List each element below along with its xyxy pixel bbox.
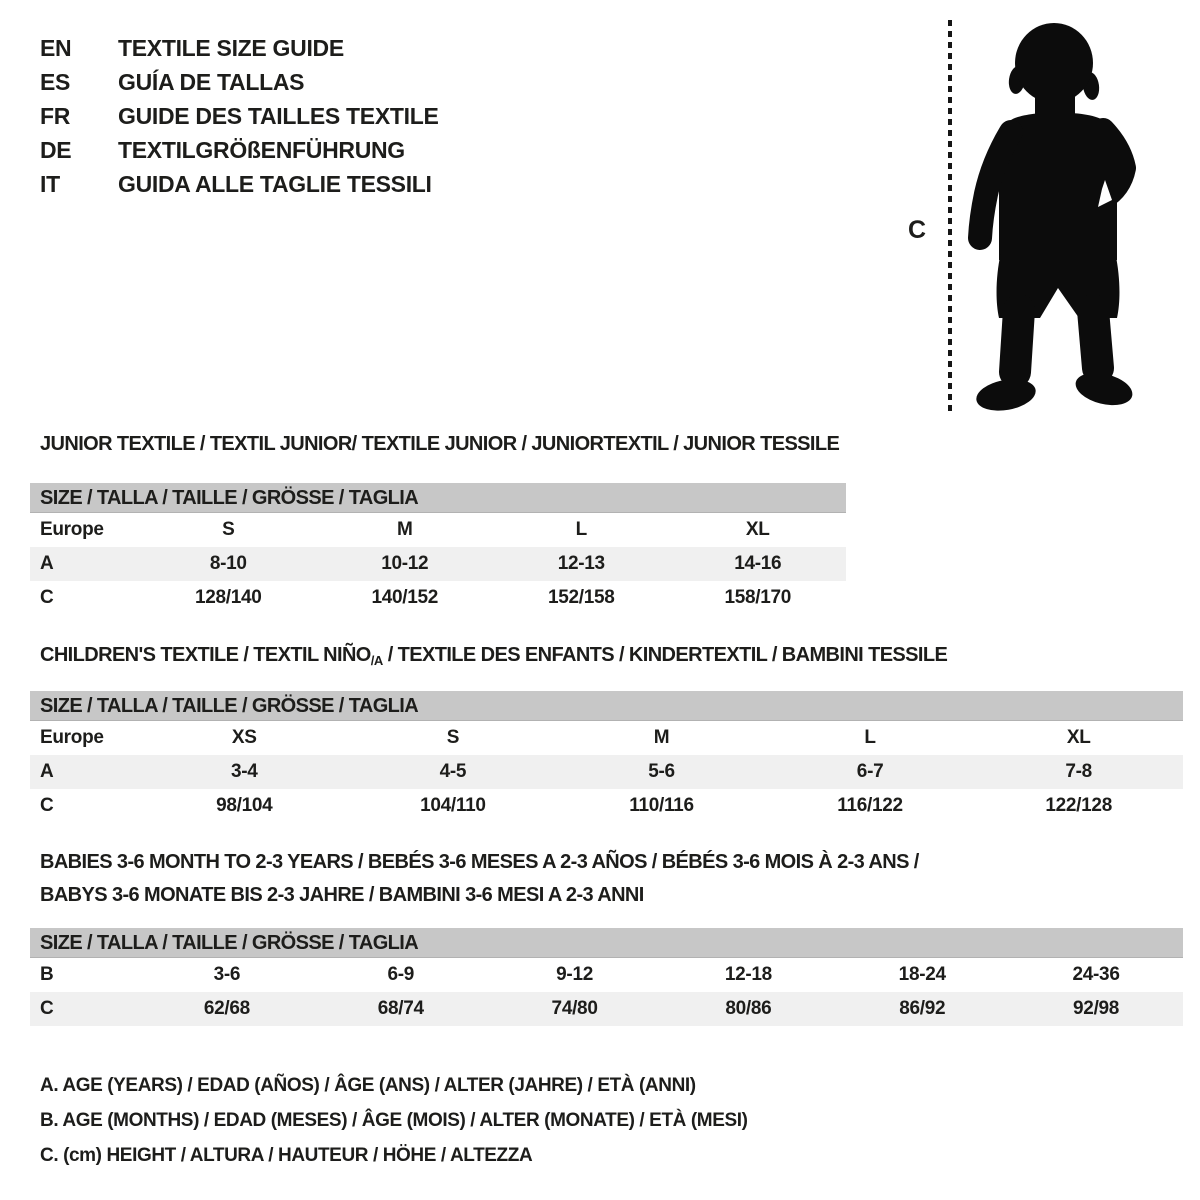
row-label: A (40, 761, 54, 782)
table-row-europe (30, 513, 846, 547)
table-row-height (30, 581, 846, 615)
row-label: A (40, 553, 54, 574)
language-row-en (40, 31, 439, 65)
table-cell: 86/92 (899, 998, 946, 1019)
language-row-de (40, 133, 439, 167)
table-cell: L (575, 519, 587, 540)
table-cell: M (653, 727, 670, 748)
legend-line-b: B. AGE (MONTHS) / EDAD (MESES) / ÂGE (MOIS) / ALTER (MONATE) / ETÀ (MESI) (40, 1110, 748, 1131)
table-row-europe (30, 721, 1183, 755)
table-row-height (30, 992, 1183, 1026)
table-cell: 92/98 (1073, 998, 1120, 1019)
table-cell: S (222, 519, 235, 540)
table-cell: 116/122 (837, 795, 903, 816)
table-cell: 7-8 (1065, 761, 1092, 782)
row-label: B (40, 964, 54, 985)
measure-legend (40, 1068, 748, 1173)
row-label: C (40, 587, 54, 608)
language-row-fr (40, 99, 439, 133)
language-title-list (40, 31, 439, 201)
table-cell: XS (231, 727, 257, 748)
table-cell: 4-5 (439, 761, 467, 782)
table-cell: 68/74 (377, 998, 424, 1019)
table-cell: 122/128 (1045, 795, 1112, 816)
table-cell: XL (1066, 727, 1091, 748)
guide-title-es: GUÍA DE TALLAS (118, 69, 305, 95)
table-cell: 5-6 (648, 761, 675, 782)
table-cell: S (446, 727, 460, 748)
language-code: IT (40, 171, 60, 197)
size-header-bar: SIZE / TALLA / TAILLE / GRÖSSE / TAGLIA (30, 928, 1183, 958)
guide-title-it: GUIDA ALLE TAGLIE TESSILI (118, 171, 432, 197)
table-cell: 104/110 (420, 795, 486, 816)
children-size-table (30, 691, 1183, 823)
toddler-silhouette-icon (965, 14, 1137, 418)
babies-size-table (30, 928, 1183, 1026)
table-cell: 14-16 (734, 553, 782, 574)
table-cell: 3-6 (213, 964, 241, 985)
babies-section-title-line1: BABIES 3-6 MONTH TO 2-3 YEARS / BEBÉS 3-6 MESES A 2-3 AÑOS / BÉBÉS 3-6 MOIS À 2-3 ANS / (40, 851, 919, 873)
row-label: Europe (40, 727, 104, 748)
table-cell: 24-36 (1072, 964, 1120, 985)
table-cell: 128/140 (194, 587, 262, 608)
table-cell: 9-12 (556, 964, 593, 985)
children-title-pre: CHILDREN'S TEXTILE / TEXTIL NIÑO (40, 644, 371, 666)
children-title-sub: /A (370, 653, 383, 668)
language-code: FR (40, 103, 71, 129)
table-cell: 152/158 (547, 587, 615, 608)
table-cell: 98/104 (216, 795, 273, 816)
height-measure-label: C (908, 216, 927, 244)
junior-size-table (30, 483, 846, 615)
table-row-age (30, 547, 846, 581)
table-cell: L (864, 727, 876, 748)
table-cell: 12-13 (557, 553, 605, 574)
children-section-title (40, 644, 947, 668)
table-cell: 6-9 (387, 964, 415, 985)
table-cell: 3-4 (231, 761, 258, 782)
table-cell: 10-12 (381, 553, 429, 574)
table-row-age (30, 755, 1183, 789)
row-label: C (40, 795, 54, 816)
table-cell: 140/152 (371, 587, 439, 608)
table-row-months (30, 958, 1183, 992)
language-code: DE (40, 137, 72, 163)
guide-title-fr: GUIDE DES TAILLES TEXTILE (118, 103, 439, 129)
table-cell: M (396, 519, 413, 540)
babies-section-title-line2: BABYS 3-6 MONATE BIS 2-3 JAHRE / BAMBINI 3-6 MESI A 2-3 ANNI (40, 884, 644, 906)
size-header-bar: SIZE / TALLA / TAILLE / GRÖSSE / TAGLIA (30, 691, 1183, 721)
guide-title-de: TEXTILGRÖßENFÜHRUNG (118, 137, 405, 163)
table-cell: 18-24 (898, 964, 946, 985)
row-label: Europe (40, 519, 104, 540)
table-cell: 158/170 (724, 587, 792, 608)
row-label: C (40, 998, 54, 1019)
height-measure-line (948, 20, 952, 416)
table-cell: 80/86 (725, 998, 772, 1019)
table-row-height (30, 789, 1183, 823)
guide-title-en: TEXTILE SIZE GUIDE (118, 35, 344, 61)
language-row-es (40, 65, 439, 99)
junior-section-title: JUNIOR TEXTILE / TEXTIL JUNIOR/ TEXTILE JUNIOR / JUNIORTEXTIL / JUNIOR TESSILE (40, 433, 840, 455)
language-code: EN (40, 35, 72, 61)
children-title-post: / TEXTILE DES ENFANTS / KINDERTEXTIL / BAMBINI TESSILE (382, 644, 948, 666)
size-header-bar: SIZE / TALLA / TAILLE / GRÖSSE / TAGLIA (30, 483, 846, 513)
legend-line-a: A. AGE (YEARS) / EDAD (AÑOS) / ÂGE (ANS) / ALTER (JAHRE) / ETÀ (ANNI) (40, 1075, 696, 1096)
table-cell: 6-7 (856, 761, 884, 782)
table-cell: 12-18 (724, 964, 772, 985)
table-cell: 8-10 (209, 553, 247, 574)
language-row-it (40, 167, 439, 201)
language-code: ES (40, 69, 71, 95)
table-cell: 110/116 (629, 795, 694, 816)
table-cell: 62/68 (203, 998, 250, 1019)
legend-line-c: C. (cm) HEIGHT / ALTURA / HAUTEUR / HÖHE / ALTEZZA (40, 1145, 533, 1166)
table-cell: 74/80 (551, 998, 598, 1019)
table-cell: XL (745, 519, 770, 540)
